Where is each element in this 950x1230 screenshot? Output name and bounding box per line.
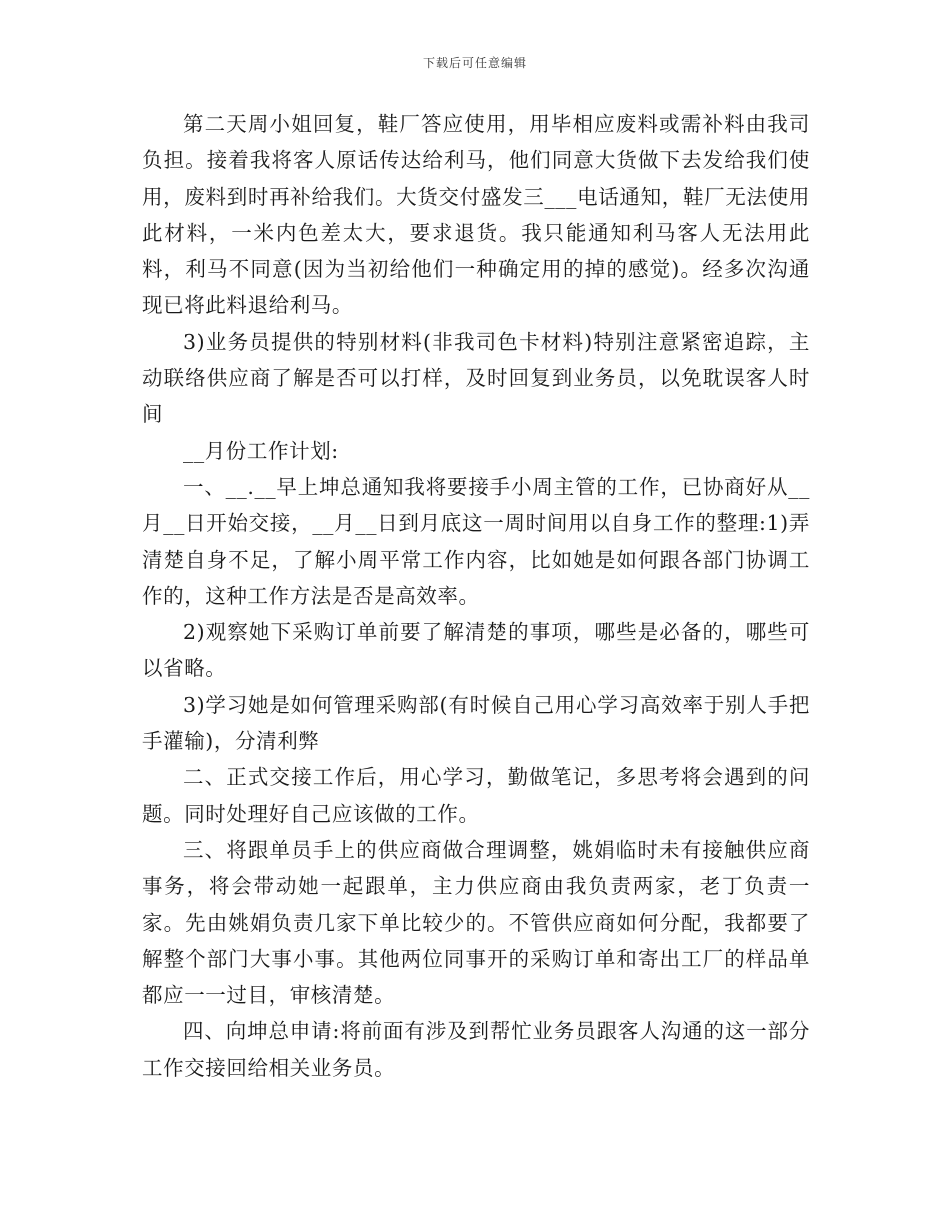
paragraph: 二、正式交接工作后，用心学习，勤做笔记，多思考将会遇到的问题。同时处理好自己应该做的工作。 — [142, 765, 810, 826]
page-header: 下载后可任意编辑 — [422, 56, 527, 70]
document-body — [142, 106, 810, 1086]
paragraph: 2)观察她下采购订单前要了解清楚的事项，哪些是必备的，哪些可以省略。 — [142, 620, 810, 681]
paragraph: 第二天周小姐回复，鞋厂答应使用，用毕相应废料或需补料由我司负担。接着我将客人原话传达给利马，他们同意大货做下去发给我们使用，废料到时再补给我们。大货交付盛发三___电话通知，鞋厂无法使用此材料，一米内色差太大，要求退货。我只能通知利马客人无法用此料，利马不同意(因为当初给他们一种确定用的掉的感觉)。经多次沟通现已将此料退给利马。 — [142, 112, 810, 318]
section-heading: __月份工作计划: — [183, 438, 339, 463]
paragraph: 一、__.__早上坤总通知我将要接手小周主管的工作，已协商好从__月__日开始交接，__月__日到月底这一周时间用以自身工作的整理:1)弄清楚自身不足，了解小周平常工作内容，比如她是如何跟各部门协调工作的，这种工作方法是否是高效率。 — [142, 474, 810, 608]
paragraph: 三、将跟单员手上的供应商做合理调整，姚娟临时未有接触供应商事务，将会带动她一起跟单，主力供应商由我负责两家，老丁负责一家。先由姚娟负责几家下单比较少的。不管供应商如何分配，我都要了解整个部门大事小事。其他两位同事开的采购订单和寄出工厂的样品单都应一一过目，审核清楚。 — [142, 837, 810, 1008]
paragraph: 四、向坤总申请:将前面有涉及到帮忙业务员跟客人沟通的这一部分工作交接回给相关业务员。 — [142, 1019, 810, 1080]
paragraph: 3)学习她是如何管理采购部(有时候自己用心学习高效率于别人手把手灌输)，分清利弊 — [142, 692, 810, 754]
paragraph: 3)业务员提供的特别材料(非我司色卡材料)特别注意紧密追踪，主动联络供应商了解是否可以打样，及时回复到业务员，以免耽误客人时间 — [142, 329, 810, 427]
